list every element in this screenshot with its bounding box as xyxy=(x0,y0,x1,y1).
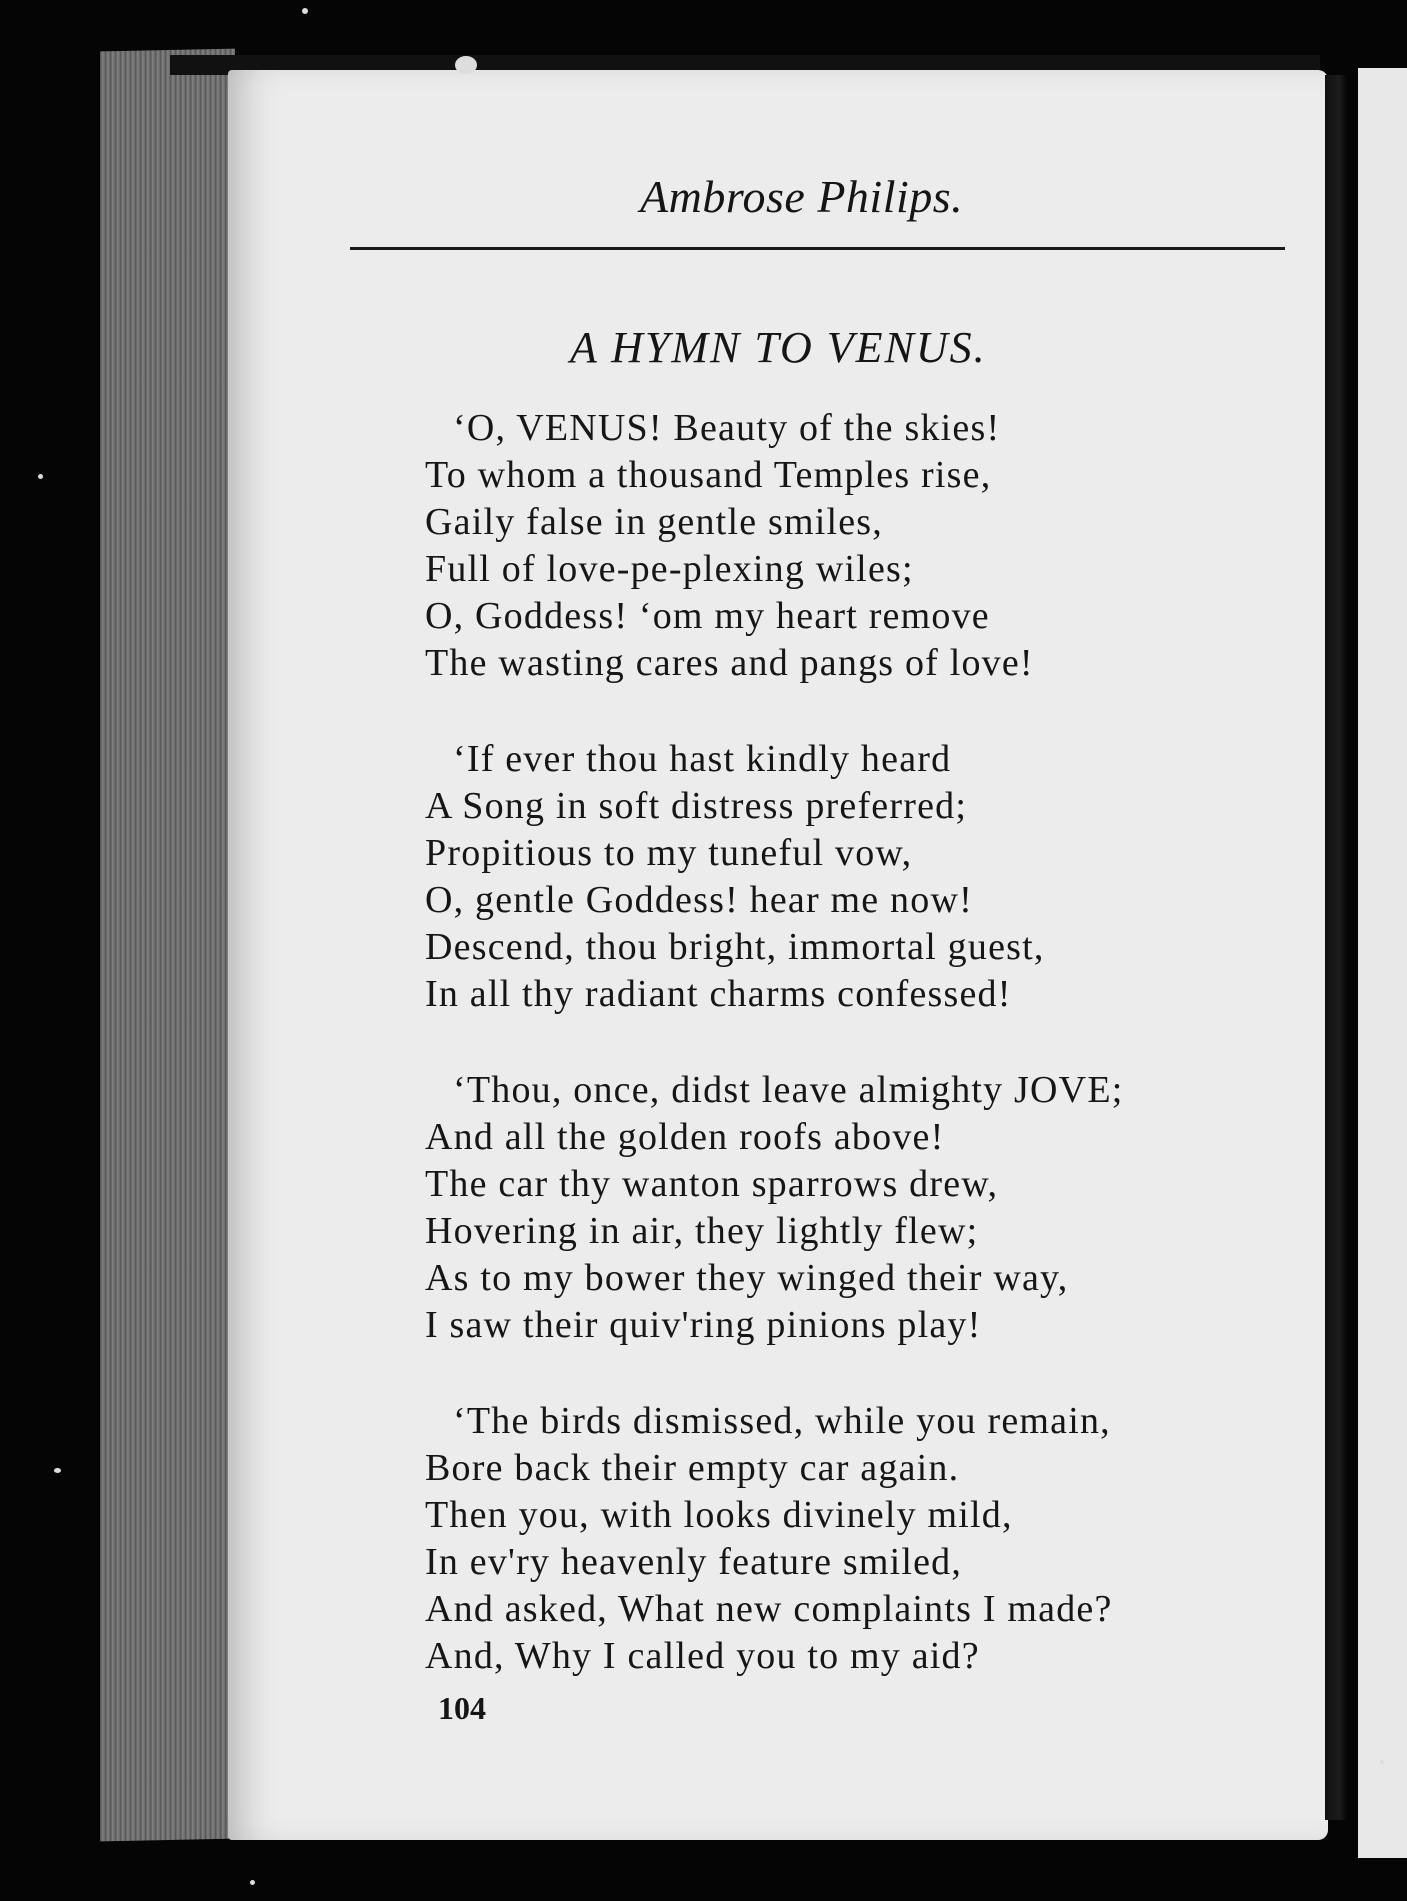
poem-line: The car thy wanton sparrows drew, xyxy=(425,1163,999,1205)
page-number: 104 xyxy=(438,1690,486,1726)
stanza-4 xyxy=(425,1398,1265,1680)
poem-line: And asked, What new complaints I made? xyxy=(425,1588,1113,1630)
poem-line: In all thy radiant charms confessed! xyxy=(425,973,1012,1015)
poem-line: Then you, with looks divinely mild, xyxy=(425,1494,1013,1536)
poem-line: I saw their quiv'ring pinions play! xyxy=(425,1304,982,1346)
poem-line: O, Goddess! ‘om my heart remove xyxy=(425,595,990,637)
poem-line: Descend, thou bright, immortal guest, xyxy=(425,926,1045,968)
poem-line: The wasting cares and pangs of love! xyxy=(425,642,1034,684)
poem-line: Hovering in air, they lightly flew; xyxy=(425,1210,979,1252)
poem-line: As to my bower they winged their way, xyxy=(425,1257,1069,1299)
poem-line: Gaily false in gentle smiles, xyxy=(425,501,883,543)
poem-line: A Song in soft distress preferred; xyxy=(425,785,968,827)
book-page-edges xyxy=(100,49,235,1842)
stanza-2 xyxy=(425,736,1265,1018)
running-head: Ambrose Philips. xyxy=(640,171,964,222)
header-rule xyxy=(350,247,1285,250)
dust-speck xyxy=(54,1468,61,1473)
stanza-3 xyxy=(425,1067,1265,1349)
poem-body xyxy=(425,405,1265,1729)
poem-line: To whom a thousand Temples rise, xyxy=(425,454,992,496)
poem-line: And, Why I called you to my aid? xyxy=(425,1635,980,1677)
poem-line: ‘The birds dismissed, while you remain, xyxy=(453,1400,1111,1442)
book-gutter xyxy=(1325,75,1349,1820)
next-page-sliver xyxy=(1358,68,1407,1858)
poem-line: Propitious to my tuneful vow, xyxy=(425,832,913,874)
poem-line: ‘O, VENUS! Beauty of the skies! xyxy=(453,407,1001,449)
poem-line: ‘If ever thou hast kindly heard xyxy=(453,738,952,780)
poem-line: Full of love-pe‑plexing wiles; xyxy=(425,548,914,590)
poem-line: O, gentle Goddess! hear me now! xyxy=(425,879,973,921)
dust-speck xyxy=(302,8,308,14)
dust-speck xyxy=(38,474,43,479)
poem-line: In ev'ry heavenly feature smiled, xyxy=(425,1541,963,1583)
stanza-1 xyxy=(425,405,1265,687)
dust-speck xyxy=(1380,1760,1384,1764)
poem-title: A HYMN TO VENUS. xyxy=(570,323,987,372)
poem-line: ‘Thou, once, didst leave almighty JOVE; xyxy=(453,1069,1124,1111)
poem-line: Bore back their empty car again. xyxy=(425,1447,960,1489)
dust-speck xyxy=(250,1880,255,1885)
poem-line: And all the golden roofs above! xyxy=(425,1116,945,1158)
dust-speck xyxy=(455,56,477,74)
